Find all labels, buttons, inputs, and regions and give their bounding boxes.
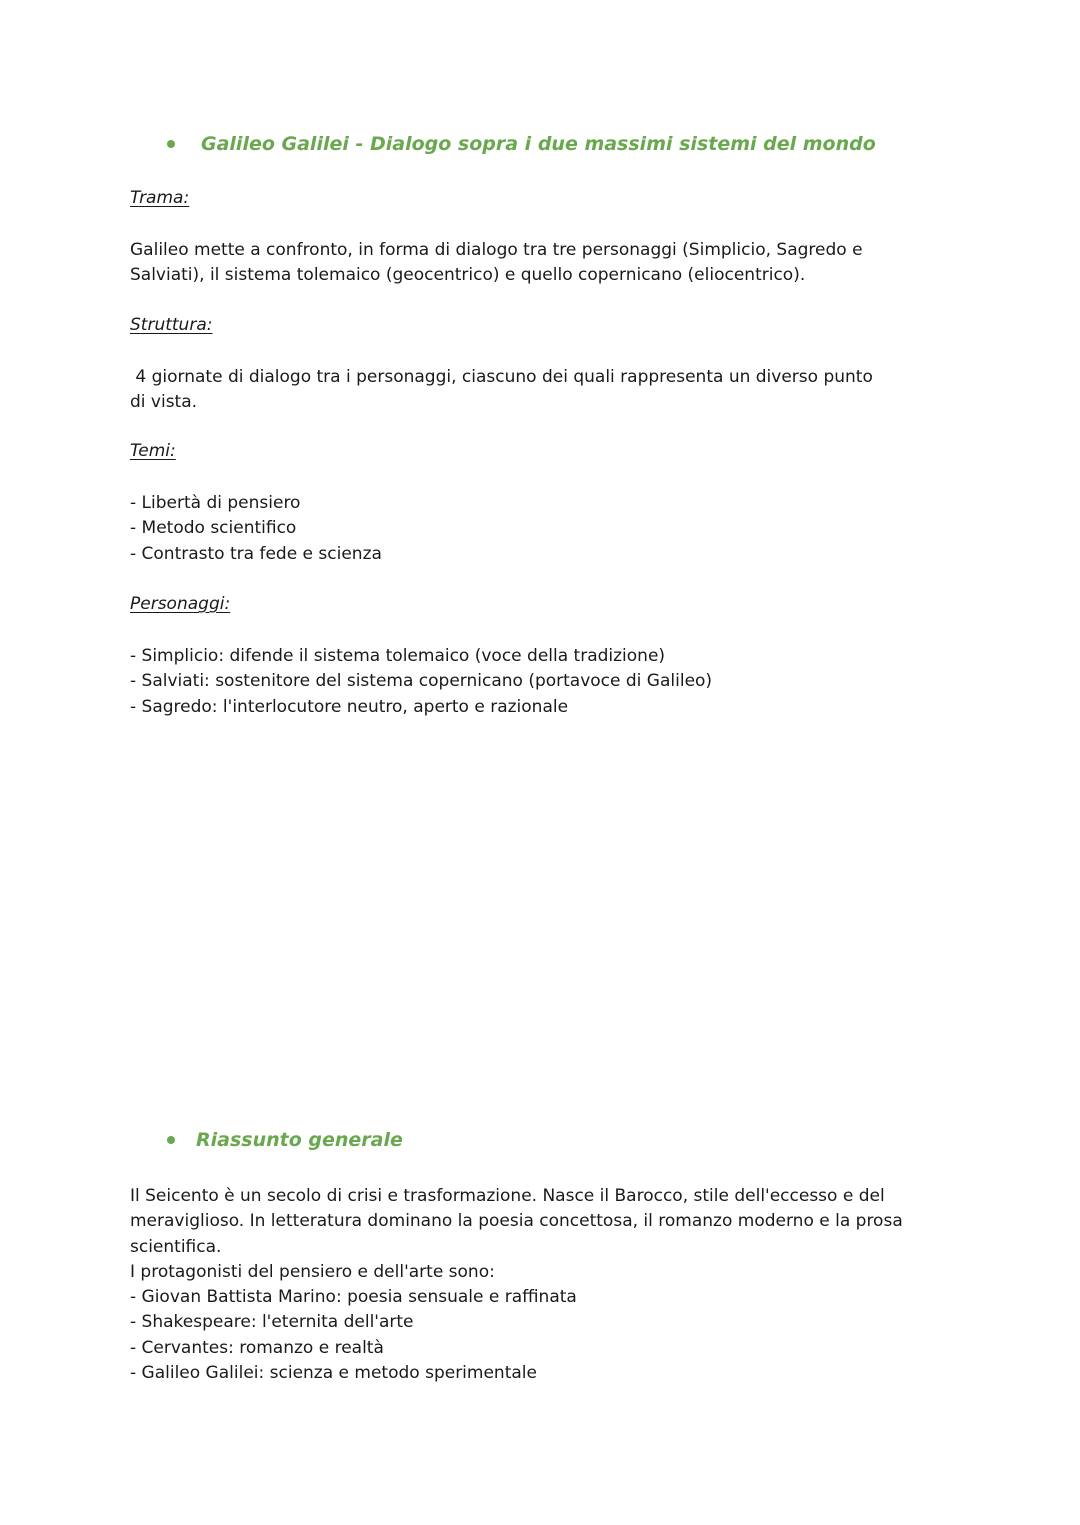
list-item: - Galileo Galilei: scienza e metodo sperimentale: [130, 1363, 537, 1384]
list-item: - Shakespeare: l'eternita dell'arte: [130, 1312, 414, 1333]
list-item: - Simplicio: difende il sistema tolemaico (voce della tradizione): [130, 646, 666, 666]
list-item: - Giovan Battista Marino: poesia sensuale e raffinata: [130, 1287, 577, 1308]
paragraph-struttura: [130, 365, 960, 416]
paragraph-riassunto: [130, 1184, 960, 1386]
heading-text: Riassunto generale: [196, 1129, 403, 1151]
text-line: scientifica.: [130, 1236, 222, 1257]
bullet-icon: [167, 1136, 175, 1144]
label-personaggi: Personaggi:: [130, 594, 231, 614]
text-line: 4 giornate di dialogo tra i personaggi, ciascuno dei quali rappresenta un diverso punto: [130, 367, 873, 387]
text-line: Galileo mette a confronto, in forma di dialogo tra tre personaggi (Simplicio, Sagredo e: [130, 240, 863, 260]
label-temi: Temi:: [130, 441, 176, 461]
list-temi: [130, 491, 960, 567]
paragraph-trama: [130, 238, 960, 289]
text-line: Il Seicento è un secolo di crisi e trasformazione. Nasce il Barocco, stile dell'eccesso e del: [130, 1186, 885, 1206]
text-line: meraviglioso. In letteratura dominano la poesia concettosa, il romanzo moderno e la prosa: [130, 1211, 903, 1232]
label-trama: Trama:: [130, 188, 190, 208]
list-item: - Metodo scientifico: [130, 518, 297, 539]
section-heading-galileo: [167, 133, 876, 155]
text-line: di vista.: [130, 392, 198, 413]
label-struttura: Struttura:: [130, 315, 213, 335]
list-item: - Libertà di pensiero: [130, 493, 301, 513]
list-item: - Sagredo: l'interlocutore neutro, aperto e razionale: [130, 696, 569, 717]
list-personaggi: [130, 644, 960, 720]
text-line: I protagonisti del pensiero e dell'arte sono:: [130, 1261, 495, 1282]
list-item: - Salviati: sostenitore del sistema copernicano (portavoce di Galileo): [130, 671, 713, 692]
section-heading-riassunto: [167, 1129, 403, 1151]
text-line: Salviati), il sistema tolemaico (geocentrico) e quello copernicano (eliocentrico).: [130, 265, 806, 286]
list-item: - Contrasto tra fede e scienza: [130, 543, 382, 564]
bullet-icon: [167, 140, 175, 148]
heading-text: Galileo Galilei - Dialogo sopra i due massimi sistemi del mondo: [201, 133, 876, 155]
list-item: - Cervantes: romanzo e realtà: [130, 1337, 384, 1358]
